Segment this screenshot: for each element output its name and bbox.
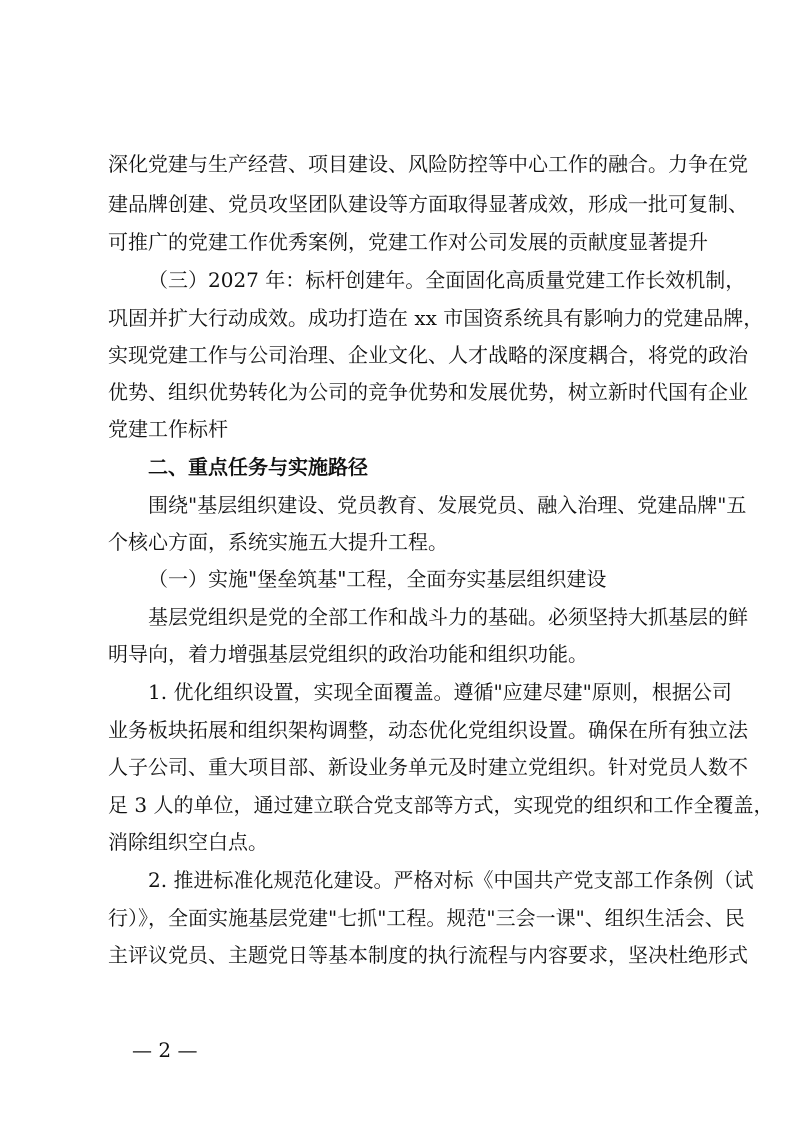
subsection-heading: （一）实施"堡垒筑基"工程，全面夯实基层组织建设 bbox=[148, 567, 607, 591]
body-text-line: 行）》，全面实施基层党建"七抓"工程。规范"三会一课"、组织生活会、民 bbox=[108, 906, 745, 930]
body-text-line: 党建工作标杆 bbox=[108, 417, 228, 441]
body-text-line: 实现党建工作与公司治理、企业文化、人才战略的深度耦合，将党的政治 bbox=[108, 343, 748, 367]
body-text-line: 围绕"基层组织建设、党员教育、发展党员、融入治理、党建品牌"五 bbox=[148, 493, 747, 517]
body-text-line: 主评议党员、主题党日等基本制度的执行流程与内容要求，坚决杜绝形式 bbox=[108, 943, 748, 967]
body-text-line: 业务板块拓展和组织架构调整，动态优化党组织设置。确保在所有独立法 bbox=[108, 718, 748, 742]
page-number: — 2 — bbox=[132, 1038, 198, 1062]
section-heading: 二、重点任务与实施路径 bbox=[148, 455, 368, 479]
body-text-line: 基层党组织是党的全部工作和战斗力的基础。必须坚持大抓基层的鲜 bbox=[148, 605, 748, 629]
body-text-line: 个核心方面，系统实施五大提升工程。 bbox=[108, 530, 448, 554]
body-text-line: 人子公司、重大项目部、新设业务单元及时建立党组织。针对党员人数不 bbox=[108, 755, 748, 779]
subsection-heading-2027: （三）2027 年：标杆创建年。全面固化高质量党建工作长效机制， bbox=[148, 268, 746, 292]
body-text-line: 建品牌创建、党员攻坚团队建设等方面取得显著成效，形成一批可复制、 bbox=[108, 192, 748, 216]
body-text-line: 2. 推进标准化规范化建设。严格对标《中国共产党支部工作条例（试 bbox=[148, 868, 754, 892]
body-text-line: 深化党建与生产经营、项目建设、风险防控等中心工作的融合。力争在党 bbox=[108, 152, 748, 176]
body-text-line: 消除组织空白点。 bbox=[108, 830, 268, 854]
body-text-line: 优势、组织优势转化为公司的竞争优势和发展优势，树立新时代国有企业 bbox=[108, 380, 748, 404]
body-text-line: 明导向，着力增强基层党组织的政治功能和组织功能。 bbox=[108, 642, 588, 666]
body-text-line: 可推广的党建工作优秀案例，党建工作对公司发展的贡献度显著提升 bbox=[108, 230, 708, 254]
body-text-line: 足 3 人的单位，通过建立联合党支部等方式，实现党的组织和工作全覆盖， bbox=[108, 793, 774, 817]
body-text-line: 1. 优化组织设置，实现全面覆盖。遵循"应建尽建"原则，根据公司 bbox=[148, 680, 732, 704]
body-text-line: 巩固并扩大行动成效。成功打造在 xx 市国资系统具有影响力的党建品牌， bbox=[108, 306, 764, 330]
